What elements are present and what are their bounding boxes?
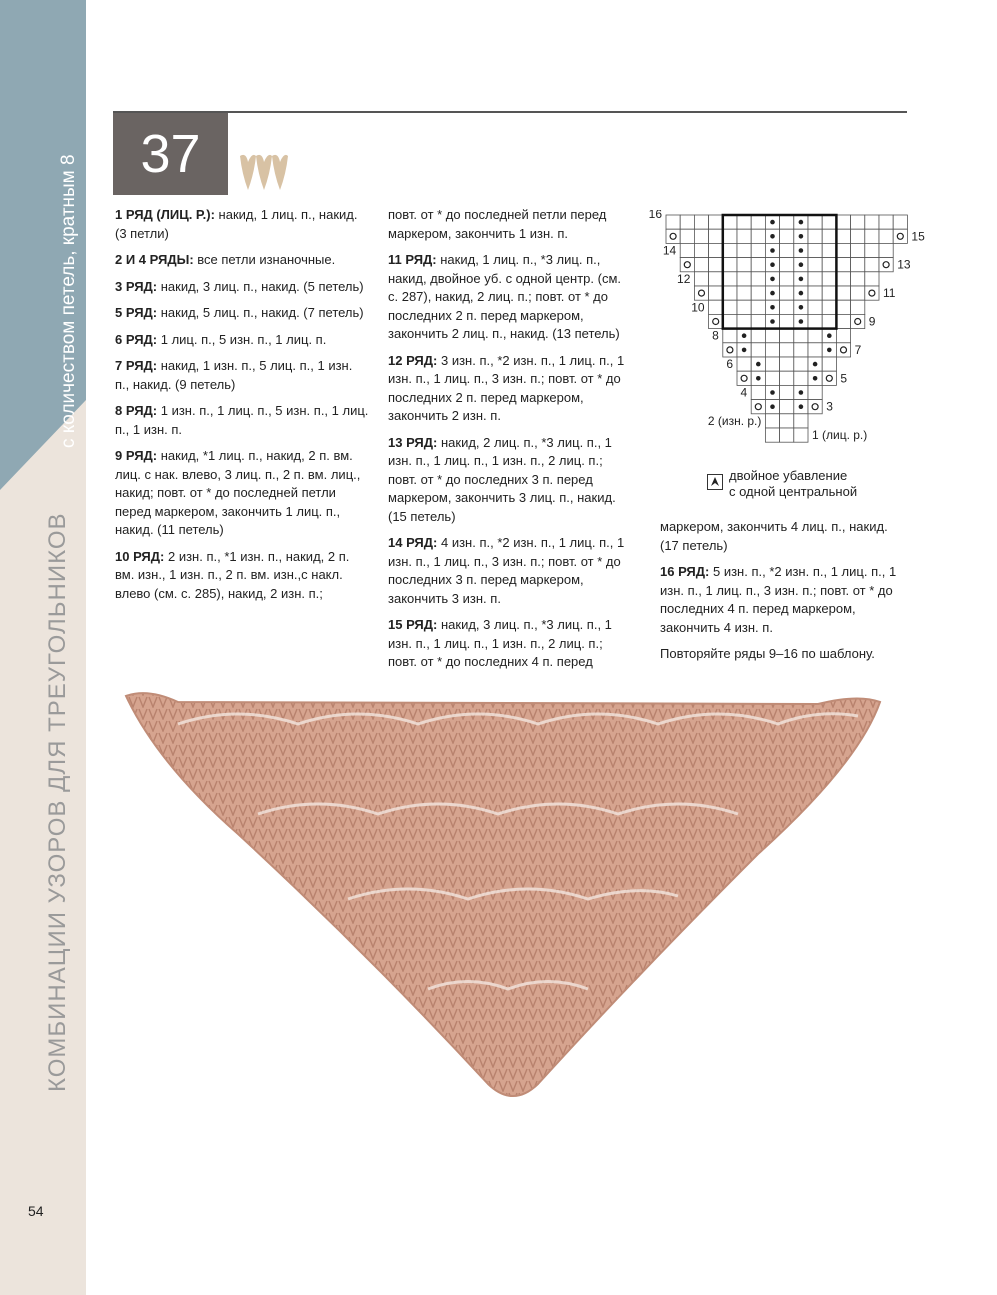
header-rule <box>113 111 907 113</box>
chart-cell <box>709 286 723 300</box>
purl-dot-symbol <box>742 333 747 338</box>
pattern-number: 37 <box>113 113 228 195</box>
chart-cell <box>836 286 850 300</box>
row-text: накид, 1 лиц. п., *3 лиц. п., накид, двойное уб. с одной центр. (см. с. 287), накид, 2 лиц. п.; повт. от * до последних 2 п. перед маркером, закончить 2 лиц. п., накид. (13 петель) <box>388 252 621 341</box>
chart-cell <box>836 229 850 243</box>
chart-cell <box>822 286 836 300</box>
chart-cell <box>666 229 680 243</box>
purl-dot-symbol <box>770 277 775 282</box>
purl-dot-symbol <box>770 291 775 296</box>
chart-cell <box>822 258 836 272</box>
instruction-row <box>115 548 370 604</box>
chart-cell <box>680 215 694 229</box>
instruction-row <box>115 206 370 243</box>
chart-cell <box>822 243 836 257</box>
purl-dot-symbol <box>770 404 775 409</box>
chart-cell <box>808 215 822 229</box>
chart-cell <box>836 343 850 357</box>
chart-cell <box>780 329 794 343</box>
instructions-column-2 <box>388 206 633 680</box>
chart-cell <box>851 215 865 229</box>
row-label: 6 РЯД: <box>115 331 158 347</box>
row-label: 7 РЯД: <box>115 358 158 373</box>
instruction-row <box>115 402 370 439</box>
row-text: Повторяйте ряды 9–16 по шаблону. <box>660 646 875 661</box>
chart-cell <box>694 272 708 286</box>
chart-cell <box>780 414 794 428</box>
chart-cell <box>765 371 779 385</box>
chart-cell <box>723 286 737 300</box>
purl-dot-symbol <box>770 305 775 310</box>
chart-cell <box>723 243 737 257</box>
chart-cell <box>836 329 850 343</box>
chart-cell <box>836 300 850 314</box>
instruction-row <box>115 357 370 394</box>
row-text: маркером, закончить 4 лиц. п., накид. (17 петель) <box>660 519 888 553</box>
chart-row-label-left: 16 <box>648 210 662 222</box>
instructions-column-3 <box>660 518 910 672</box>
chart-cell <box>737 300 751 314</box>
chart-cell <box>794 414 808 428</box>
row-text: накид, *1 лиц. п., накид, 2 п. вм. лиц. с нак. влево, 3 лиц. п., 2 п. вм. лиц., накид; повт. от * до последней петли перед маркером, закончить 1 лиц. п., накид. (11 петель) <box>115 448 361 537</box>
chart-cell <box>836 243 850 257</box>
chart-row-label-left: 14 <box>662 243 677 258</box>
chart-cell <box>666 215 680 229</box>
purl-dot-symbol <box>799 319 804 324</box>
chart-cell <box>780 385 794 399</box>
chart-cell <box>808 400 822 414</box>
instruction-row <box>388 206 633 243</box>
chart-cell <box>723 229 737 243</box>
purl-dot-symbol <box>827 333 832 338</box>
chart-cell <box>709 272 723 286</box>
chart-cell <box>808 343 822 357</box>
row-label: 8 РЯД: <box>115 403 158 418</box>
chart-cell <box>808 314 822 328</box>
purl-dot-symbol <box>799 220 804 225</box>
chart-cell <box>723 343 737 357</box>
instruction-row <box>115 278 370 297</box>
chart-cell <box>680 243 694 257</box>
chart-cell <box>893 229 907 243</box>
chart-cell <box>808 272 822 286</box>
chart-cell <box>851 258 865 272</box>
chart-cell <box>865 229 879 243</box>
instruction-row <box>388 434 633 527</box>
chart-cell <box>794 357 808 371</box>
chart-cell <box>737 243 751 257</box>
chart-cell <box>737 229 751 243</box>
purl-dot-symbol <box>813 376 818 381</box>
row-text: 1 лиц. п., 5 изн. п., 1 лиц. п. <box>157 331 327 347</box>
chart-cell <box>694 229 708 243</box>
chart-cell <box>808 229 822 243</box>
knitted-swatch-photo <box>118 684 884 1108</box>
chart-cell <box>879 243 893 257</box>
chart-cell <box>723 329 737 343</box>
purl-dot-symbol <box>799 262 804 267</box>
legend-text-line1: двойное убавление <box>729 468 848 483</box>
row-text: накид, 2 лиц. п., *3 лиц. п., 1 изн. п., 1 лиц. п., 1 изн. п., 2 лиц. п.; повт. от * до последних 3 п. перед маркером, закончить 3 лиц. п., накид. (15 петель) <box>388 434 616 524</box>
chart-cell <box>765 343 779 357</box>
row-label: 11 РЯД: <box>388 252 437 267</box>
purl-dot-symbol <box>770 319 775 324</box>
chart-cell <box>737 314 751 328</box>
instruction-row <box>660 645 910 664</box>
chart-cell <box>808 286 822 300</box>
chart-cell <box>680 258 694 272</box>
chart-cell <box>836 258 850 272</box>
chart-cell <box>780 400 794 414</box>
chart-cell <box>751 385 765 399</box>
chart-cell <box>780 428 794 442</box>
purl-dot-symbol <box>770 390 775 395</box>
instruction-row <box>388 534 633 608</box>
instruction-row <box>660 563 910 637</box>
instruction-row <box>388 251 633 344</box>
chart-cell <box>851 229 865 243</box>
instruction-row <box>388 616 633 672</box>
row-label: 9 РЯД: <box>115 448 158 463</box>
chart-cell <box>737 258 751 272</box>
chart-row-label-left: 4 <box>740 385 748 400</box>
row-text: накид, 5 лиц. п., накид. (7 петель) <box>157 305 364 320</box>
chart-cell <box>680 229 694 243</box>
chart-cell <box>765 428 779 442</box>
instruction-row <box>115 331 370 350</box>
chart-cell <box>737 371 751 385</box>
chart-cell <box>709 229 723 243</box>
chart-cell <box>822 300 836 314</box>
row-label: 1 РЯД (ЛИЦ. Р.): <box>115 207 215 222</box>
chart-row-label-right: 9 <box>868 314 876 329</box>
chart-cell <box>723 314 737 328</box>
chart-cell <box>751 258 765 272</box>
purl-dot-symbol <box>770 248 775 253</box>
row-text: 4 изн. п., *2 изн. п., 1 лиц. п., 1 изн. п., 1 лиц. п., 3 изн. п.; повт. от * до последних 3 п. перед маркером, закончить 3 изн. п. <box>388 535 625 606</box>
chart-cell <box>751 400 765 414</box>
instruction-row <box>115 251 370 270</box>
chart-row-label-right: 11 <box>883 286 896 301</box>
chart-cell <box>865 258 879 272</box>
chart-cell <box>808 329 822 343</box>
row-text: накид, 3 лиц. п., *3 лиц. п., 1 изн. п., 1 лиц. п., 1 изн. п., 2 лиц. п.; повт. от * до последних 4 п. перед <box>388 617 612 669</box>
purl-dot-symbol <box>799 248 804 253</box>
chart-cell <box>851 286 865 300</box>
row-label: 13 РЯД: <box>388 434 438 450</box>
chart-cell <box>780 229 794 243</box>
chart-cell <box>794 343 808 357</box>
chart-cell <box>751 314 765 328</box>
chart-cell <box>751 300 765 314</box>
chart-cell <box>780 258 794 272</box>
chart-cell <box>751 286 765 300</box>
instruction-row <box>115 304 370 323</box>
row-label: 12 РЯД: <box>388 352 438 368</box>
row-text: 2 изн. п., *1 изн. п., накид, 2 п. вм. изн., 1 изн. п., 2 п. вм. изн.,с накл. влево (см. с. 285), накид, 2 изн. п.; <box>115 548 350 601</box>
row-text: накид, 1 лиц. п., накид. (3 петли) <box>115 207 358 241</box>
chart-row-label-right: 15 <box>911 229 925 244</box>
yarn-skein-icon <box>238 152 290 194</box>
row-label: 2 И 4 РЯДЫ: <box>115 252 194 267</box>
row-text: накид, 1 изн. п., 5 лиц. п., 1 изн. п., накид. (9 петель) <box>115 358 353 392</box>
chart-cell <box>723 300 737 314</box>
chart-row-label-left: 8 <box>712 328 719 343</box>
chart-cell <box>780 300 794 314</box>
chart-cell <box>865 215 879 229</box>
purl-dot-symbol <box>813 362 818 367</box>
chart-row-label-right: 1 (лиц. р.) <box>812 428 868 443</box>
chart-cell <box>737 286 751 300</box>
chart-cell <box>765 357 779 371</box>
chart-cell <box>737 215 751 229</box>
chart-row-label-right: 3 <box>826 399 833 414</box>
chart-cell <box>808 300 822 314</box>
purl-dot-symbol <box>756 362 761 367</box>
purl-dot-symbol <box>742 348 747 353</box>
chart-cell <box>822 272 836 286</box>
purl-dot-symbol <box>799 277 804 282</box>
row-label: 10 РЯД: <box>115 548 165 564</box>
chart-cell <box>794 371 808 385</box>
page-number: 54 <box>28 1203 44 1219</box>
purl-dot-symbol <box>799 390 804 395</box>
row-text: накид, 3 лиц. п., накид. (5 петель) <box>157 278 364 294</box>
chart-cell <box>851 272 865 286</box>
purl-dot-symbol <box>756 376 761 381</box>
chart-cell <box>836 215 850 229</box>
row-label: 15 РЯД: <box>388 617 438 632</box>
instruction-row <box>388 352 633 426</box>
chart-cell <box>851 300 865 314</box>
chart-cell <box>694 286 708 300</box>
chart-row-label-left: 2 (изн. р.) <box>707 413 762 428</box>
chart-cell <box>822 314 836 328</box>
row-text: повт. от * до последней петли перед маркером, закончить 1 изн. п. <box>388 207 607 241</box>
chart-cell <box>865 243 879 257</box>
chart-cell <box>765 414 779 428</box>
legend-text-line2: с одной центральной <box>729 484 858 499</box>
chart-cell <box>709 258 723 272</box>
chart-row-label-left: 6 <box>726 357 733 372</box>
chart-cell <box>780 272 794 286</box>
purl-dot-symbol <box>799 404 804 409</box>
purl-dot-symbol <box>827 348 832 353</box>
chart-cell <box>808 258 822 272</box>
instruction-row <box>115 447 370 540</box>
chart-cell <box>780 343 794 357</box>
row-text: все петли изнаночные. <box>193 252 336 267</box>
row-label: 14 РЯД: <box>388 535 438 550</box>
row-label: 16 РЯД: <box>660 564 710 579</box>
chart-cell <box>879 258 893 272</box>
chart-cell <box>751 215 765 229</box>
chart-cell <box>808 243 822 257</box>
instruction-row <box>660 518 910 555</box>
row-label: 5 РЯД: <box>115 305 158 320</box>
chart-cell <box>709 243 723 257</box>
chart-cell <box>765 329 779 343</box>
chart-cell <box>879 229 893 243</box>
chart-cell <box>822 229 836 243</box>
chart-row-label-left: 10 <box>691 300 705 315</box>
row-label: 3 РЯД: <box>115 278 158 294</box>
chart-cell <box>709 300 723 314</box>
chart-cell <box>808 385 822 399</box>
instructions-column-1 <box>115 206 370 611</box>
chart-row-label-right: 7 <box>854 342 862 357</box>
side-subtitle: с количеством петель, кратным 8 <box>58 154 79 448</box>
purl-dot-symbol <box>770 234 775 239</box>
chart-cell <box>737 272 751 286</box>
chart-cell <box>694 258 708 272</box>
chart-cell <box>794 329 808 343</box>
chart-cell <box>822 215 836 229</box>
chart-cell <box>751 272 765 286</box>
purl-dot-symbol <box>770 262 775 267</box>
chart-cell <box>879 215 893 229</box>
chart-row-label-right: 5 <box>840 371 848 386</box>
chart-cell <box>851 243 865 257</box>
chart-cell <box>709 215 723 229</box>
chart-cell <box>865 272 879 286</box>
chart-cell <box>780 371 794 385</box>
chart-cell <box>723 215 737 229</box>
chart-cell <box>780 243 794 257</box>
side-chapter-title: КОМБИНАЦИИ УЗОРОВ ДЛЯ ТРЕУГОЛЬНИКОВ <box>44 512 71 1092</box>
purl-dot-symbol <box>799 234 804 239</box>
chart-cell <box>751 343 765 357</box>
chart-legend <box>707 468 857 500</box>
chart-cell <box>694 243 708 257</box>
chart-cell <box>723 258 737 272</box>
purl-dot-symbol <box>770 220 775 225</box>
chart-cell <box>865 286 879 300</box>
chart-cell <box>822 357 836 371</box>
chart-cell <box>751 329 765 343</box>
knitting-chart <box>630 210 930 455</box>
chart-cell <box>780 215 794 229</box>
chart-cell <box>836 314 850 328</box>
chart-cell <box>737 357 751 371</box>
chart-cell <box>751 229 765 243</box>
chart-cell <box>851 314 865 328</box>
row-text: 5 изн. п., *2 изн. п., 1 лиц. п., 1 изн. п., 1 лиц. п., 3 изн. п.; повт. от * до последних 4 п. перед маркером, закончить 4 изн. п. <box>660 564 897 635</box>
chart-cell <box>794 428 808 442</box>
chart-cell <box>709 314 723 328</box>
row-text: 1 изн. п., 1 лиц. п., 5 изн. п., 1 лиц. п., 1 изн. п. <box>115 403 369 437</box>
chart-row-label-left: 12 <box>677 271 691 286</box>
chart-cell <box>780 357 794 371</box>
chart-row-label-right: 13 <box>897 257 911 272</box>
chart-cell <box>836 272 850 286</box>
chart-cell <box>822 371 836 385</box>
chart-cell <box>751 243 765 257</box>
chart-cell <box>893 215 907 229</box>
purl-dot-symbol <box>799 305 804 310</box>
chart-cell <box>694 215 708 229</box>
purl-dot-symbol <box>799 291 804 296</box>
chart-cell <box>780 314 794 328</box>
chart-cell <box>723 272 737 286</box>
chart-cell <box>780 286 794 300</box>
row-text: 3 изн. п., *2 изн. п., 1 лиц. п., 1 изн. п., 1 лиц. п., 3 изн. п.; повт. от * до последних 2 п. перед маркером, закончить 2 изн. п. <box>388 352 625 423</box>
double-decrease-symbol-icon <box>707 474 723 490</box>
